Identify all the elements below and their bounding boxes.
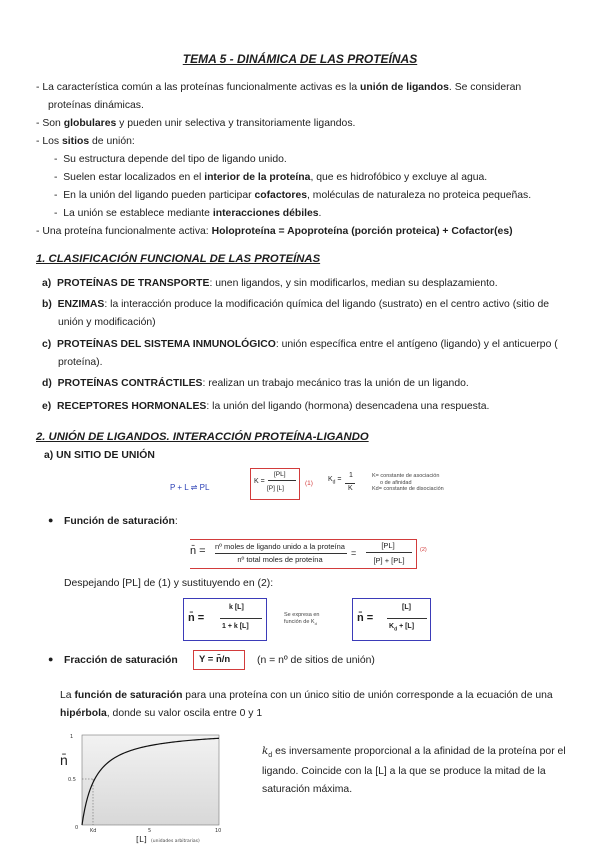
fraction-saturation-label: Fracción de saturación <box>64 655 178 666</box>
intro-line-3: - Son globulares y pueden unir selectiva y transitoriamente ligandos. <box>36 118 356 129</box>
graph-y-label: n̄ <box>60 752 68 768</box>
eq2-equals: = <box>351 548 357 558</box>
plot-area <box>82 735 219 825</box>
intro-line-4: - Los sitios de unión: <box>36 136 135 147</box>
classification-item: c) PROTEÍNAS DEL SISTEMA INMUNOLÓGICO: unión específica entre el antígeno (ligando) y el anticuerpo ( <box>42 339 558 350</box>
classification-item-cont: proteína). <box>58 357 103 368</box>
x-axis-label: [L] <box>136 835 147 844</box>
section1-heading: 1. CLASIFICACIÓN FUNCIONAL DE LAS PROTEÍNAS <box>36 253 321 265</box>
classification-item-cont: unión y modificación) <box>58 317 156 328</box>
kd-description-3: saturación máxima. <box>262 784 353 795</box>
bullet-dot: ● <box>48 654 54 664</box>
kd-expression-note: Se expresa en función de $K_d$ <box>284 612 320 626</box>
classification-item: e) RECEPTORES HORMONALES: la unión del ligando (hormona) desencadena una respuesta. <box>42 401 490 412</box>
page-title: TEMA 5 - DINÁMICA DE LAS PROTEÍNAS <box>182 52 418 66</box>
saturation-graph <box>60 728 232 848</box>
hyperbola-k-box: n̄ = k [L] 1 + k [L] <box>183 598 267 641</box>
hyperbola-paragraph-1: La función de saturación para una proteína con un único sitio de unión corresponde a la ecuación de una <box>60 690 553 701</box>
bullet-dot: ● <box>48 515 54 525</box>
eq2-den2: [P] + [PL] <box>373 556 405 565</box>
x-tick-end: 10 <box>215 828 222 834</box>
eq2-bar1 <box>215 553 347 554</box>
x-tick-mid: 5 <box>148 828 152 834</box>
kd-fraction-bar <box>345 483 355 484</box>
x-tick-kd: Kd <box>90 828 97 834</box>
y-tick-zero: 0 <box>75 825 79 831</box>
saturation-function-label: Función de saturación: <box>64 516 178 527</box>
reaction-equation: P + L ⇌ PL <box>170 483 210 492</box>
subsection-a: a) UN SITIO DE UNIÓN <box>44 450 155 461</box>
kd-description-2: ligando. Coincide con la [L] a la que se produce la mitad de la <box>262 766 546 777</box>
sites-note: (n = nº de sitios de unión) <box>257 655 375 666</box>
eq2-lhs: n̄ = <box>190 545 206 557</box>
intro-sub-2: - Suelen estar localizados en el interior de la proteína, que es hidrofóbico y excluye al agua. <box>54 172 488 183</box>
kd-numerator: 1 <box>349 472 353 479</box>
kd-denominator: K <box>348 485 353 492</box>
intro-sub-4: - La unión se establece mediante interacciones débiles. <box>54 208 322 219</box>
hyperbola-paragraph-2: hipérbola, donde su valor oscila entre 0 y 1 <box>60 708 263 719</box>
eq2-tag: (2) <box>420 547 427 553</box>
fraction-saturation-box: Y = n̄/n <box>193 650 245 670</box>
y-tick-mid: 0.5 <box>68 777 76 783</box>
eq1-tag: (1) <box>305 480 313 487</box>
k-formula-box: K = [PL] [P] [L] <box>250 468 300 500</box>
kd-description-1: $k_d$ es inversamente proporcional a la afinidad de la proteína por el <box>262 745 566 760</box>
intro-sub-3: - En la unión del ligando pueden participar cofactores, moléculas de naturaleza no proteica pequeñas. <box>54 190 532 201</box>
k-notes: K= constante de asociación o de afinidad Kd= constante de disociación <box>372 473 444 492</box>
section2-heading: 2. UNIÓN DE LIGANDOS. INTERACCIÓN PROTEÍNA-LIGANDO <box>36 431 369 443</box>
eq2-num1: nº moles de ligando unido a la proteína <box>215 542 345 551</box>
intro-line-1: - La característica común a las proteínas funcionalmente activas es la unión de ligandos. Se consideran <box>36 82 522 93</box>
intro-line-5: - Una proteína funcionalmente activa: Holoproteína = Apoproteína (porción proteica) + Cofactor(es) <box>36 226 513 237</box>
despejando-text: Despejando [PL] de (1) y sustituyendo en (2): <box>64 578 274 589</box>
hyperbola-kd-box: n̄ = [L] $K_d + [L]$ <box>352 598 431 641</box>
classification-item: d) PROTEÍNAS CONTRÁCTILES: realizan un trabajo mecánico tras la unión de un ligando. <box>42 378 469 389</box>
y-tick-top: 1 <box>70 734 74 740</box>
classification-item: a) PROTEÍNAS DE TRANSPORTE: unen ligandos, y sin modificarlos, median su desplazamiento. <box>42 278 498 289</box>
x-axis-units: (unidades arbitrarias) <box>151 839 200 844</box>
classification-item: b) ENZIMAS: la interacción produce la modificación química del ligando (sustrato) en el centro activo (sitio de <box>42 299 550 310</box>
eq2-bar2 <box>366 552 412 553</box>
intro-sub-1: - Su estructura depende del tipo de ligando unido. <box>54 154 287 165</box>
eq2-den1: nº total moles de proteína <box>237 555 323 564</box>
eq2-num2: [PL] <box>381 541 395 550</box>
kd-formula: $K_d$ = <box>328 476 342 486</box>
intro-line-2: proteínas dinámicas. <box>48 100 144 111</box>
